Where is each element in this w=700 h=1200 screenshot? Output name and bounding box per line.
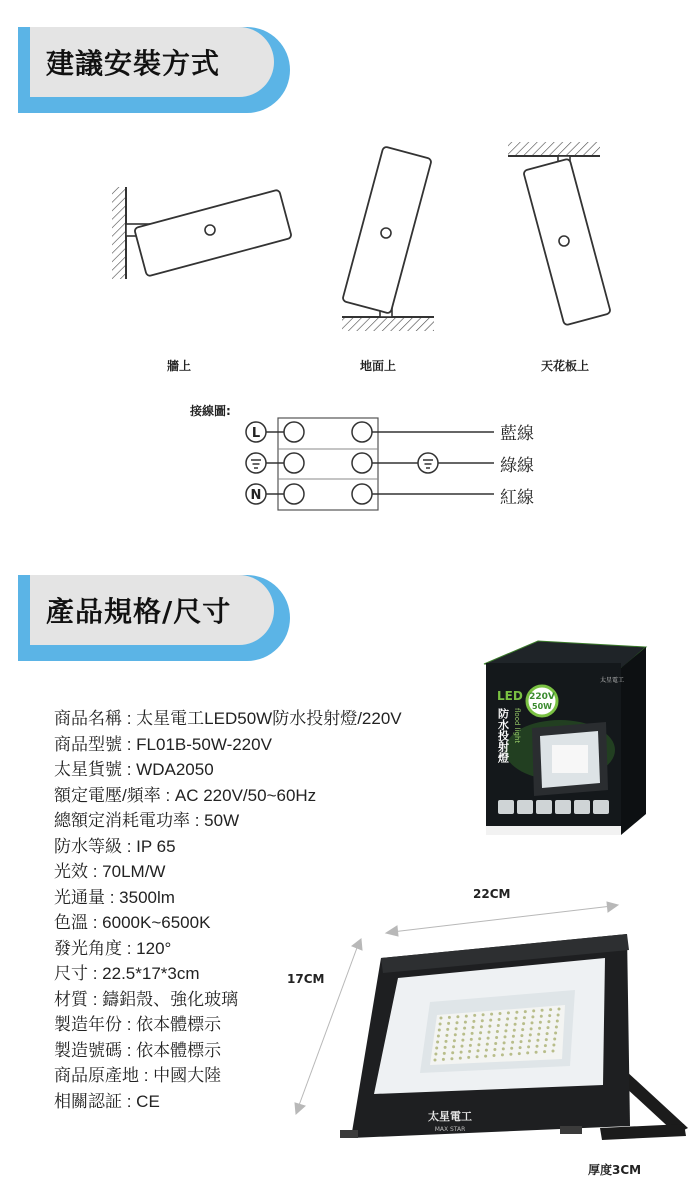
led-dot [545, 1038, 548, 1041]
led-dot [546, 1032, 549, 1035]
led-dot [524, 1010, 527, 1013]
led-dot [461, 1045, 464, 1048]
led-dot [530, 1027, 533, 1030]
led-dot [444, 1046, 447, 1049]
led-dot [520, 1034, 523, 1037]
led-dot [468, 1050, 471, 1053]
led-dot [507, 1011, 510, 1014]
led-dot [456, 1021, 459, 1024]
led-dot [445, 1040, 448, 1043]
led-dot [469, 1044, 472, 1047]
led-dot [486, 1043, 489, 1046]
led-dot [445, 1034, 448, 1037]
led-dot [470, 1038, 473, 1041]
led-dot [455, 1027, 458, 1030]
spec-line: 色溫 : 6000K~6500K [54, 913, 211, 932]
spec-line: 商品名稱 : 太星電工LED50W防水投射燈/220V [54, 709, 402, 728]
led-dot [543, 1050, 546, 1053]
height-arrow [295, 939, 362, 1114]
led-dot [549, 1008, 552, 1011]
led-dot [515, 1017, 518, 1020]
led-dot [460, 1051, 463, 1054]
label-ceiling: 天花板上 [541, 359, 590, 373]
led-dot [520, 1040, 523, 1043]
led-dot [438, 1029, 441, 1032]
led-dot [510, 1047, 513, 1050]
led-dot [435, 1047, 438, 1050]
led-dot [553, 1038, 556, 1041]
led-dot [451, 1051, 454, 1054]
led-dot [450, 1057, 453, 1060]
led-dot [556, 1020, 559, 1023]
led-dot [555, 1026, 558, 1029]
box-led: LED [497, 689, 523, 703]
led-dot [509, 1053, 512, 1056]
spec-line: 相關認証 : CE [54, 1091, 160, 1111]
led-dot [463, 1027, 466, 1030]
spec-line: 總額定消耗電功率 : 50W [54, 811, 240, 830]
led-dot [472, 1026, 475, 1029]
dimension-width: 22CM [473, 887, 511, 901]
box-subtitle: flood light [513, 708, 521, 744]
led-dot [481, 1019, 484, 1022]
led-dot [456, 1015, 459, 1018]
led-dot [504, 1035, 507, 1038]
led-dot [490, 1013, 493, 1016]
led-dot [512, 1035, 515, 1038]
led-dot [535, 1051, 538, 1054]
spec-line: 光通量 : 3500lm [54, 887, 175, 907]
led-dot [477, 1043, 480, 1046]
led-dot [436, 1041, 439, 1044]
led-dot [528, 1039, 531, 1042]
dimension-depth: 厚度3CM [588, 1163, 642, 1177]
led-dot [558, 1008, 561, 1011]
led-dot [536, 1039, 539, 1042]
led-dot [464, 1021, 467, 1024]
led-dot [471, 1032, 474, 1035]
led-dot [506, 1017, 509, 1020]
box-brand: 太星電工 [600, 677, 625, 684]
led-dot [539, 1021, 542, 1024]
product-brand-en: MAX STAR [434, 1126, 466, 1133]
led-dot [461, 1039, 464, 1042]
terminal-n-label: N [250, 488, 262, 503]
spec-line: 材質 : 鑄鋁殼、強化玻璃 [54, 989, 239, 1009]
led-dot [488, 1031, 491, 1034]
led-dot [476, 1055, 479, 1058]
led-dot [526, 1051, 529, 1054]
led-dot [453, 1039, 456, 1042]
led-dot [485, 1049, 488, 1052]
led-dot [532, 1009, 535, 1012]
spec-line: 商品型號 : FL01B-50W-220V [54, 734, 272, 754]
led-dot [515, 1011, 518, 1014]
led-dot [496, 1030, 499, 1033]
terminal-l-label: L [251, 426, 261, 441]
led-dot [488, 1025, 491, 1028]
section-title-install: 建議安裝方式 [46, 47, 221, 80]
led-dot [493, 1048, 496, 1051]
led-dot [504, 1029, 507, 1032]
wire-green-label: 綠線 [500, 456, 534, 476]
led-dot [437, 1035, 440, 1038]
section-title-spec: 產品規格/尺寸 [46, 595, 232, 628]
led-dot [480, 1025, 483, 1028]
led-dot [494, 1042, 497, 1045]
dimension-height: 17CM [287, 972, 325, 986]
led-dot [502, 1047, 505, 1050]
led-dot [547, 1026, 550, 1029]
led-dot [518, 1052, 521, 1055]
product-brand: 太星電工 [428, 1110, 472, 1123]
led-dot [452, 1045, 455, 1048]
led-dot [497, 1024, 500, 1027]
led-dot [531, 1021, 534, 1024]
led-dot [447, 1022, 450, 1025]
led-dot [434, 1053, 437, 1056]
led-dot [544, 1044, 547, 1047]
led-dot [465, 1015, 468, 1018]
led-dot [493, 1054, 496, 1057]
led-dot [523, 1016, 526, 1019]
spec-line: 商品原產地 : 中國大陸 [54, 1066, 222, 1085]
led-dot [519, 1046, 522, 1049]
spec-line: 製造號碼 : 依本體標示 [54, 1040, 222, 1060]
led-dot [479, 1031, 482, 1034]
spec-line: 尺寸 : 22.5*17*3cm [54, 964, 200, 983]
led-dot [554, 1032, 557, 1035]
led-dot [537, 1033, 540, 1036]
led-dot [477, 1049, 480, 1052]
led-dot [499, 1012, 502, 1015]
led-dot [442, 1058, 445, 1061]
width-arrow [386, 902, 618, 936]
led-dot [548, 1014, 551, 1017]
led-dot [503, 1041, 506, 1044]
led-dot [446, 1028, 449, 1031]
spec-line: 防水等級 : IP 65 [54, 836, 176, 856]
led-dot [552, 1044, 555, 1047]
spec-line: 製造年份 : 依本體標示 [54, 1015, 222, 1034]
led-dot [484, 1055, 487, 1058]
led-dot [541, 1009, 544, 1012]
led-dot [536, 1045, 539, 1048]
led-dot [467, 1056, 470, 1059]
led-dot [552, 1050, 555, 1053]
led-dot [454, 1033, 457, 1036]
led-dot [489, 1019, 492, 1022]
led-dot [527, 1045, 530, 1048]
led-dot [521, 1028, 524, 1031]
led-dot [443, 1052, 446, 1055]
box-product-name: 防水投射燈 [496, 708, 510, 763]
led-dot [478, 1037, 481, 1040]
led-dot [547, 1020, 550, 1023]
led-dot [513, 1029, 516, 1032]
led-dot [495, 1036, 498, 1039]
wiring-title: 接線圖: [190, 404, 231, 418]
spec-line: 光效 : 70LM/W [54, 862, 166, 881]
led-dot [434, 1059, 437, 1062]
led-dot [522, 1022, 525, 1025]
led-dot [487, 1037, 490, 1040]
led-dot [473, 1014, 476, 1017]
led-dot [439, 1023, 442, 1026]
led-dot [501, 1053, 504, 1056]
led-dot [459, 1057, 462, 1060]
led-dot [511, 1041, 514, 1044]
label-wall: 牆上 [167, 359, 192, 373]
box-voltage: 220V [529, 692, 555, 702]
spec-line: 太星貨號 : WDA2050 [54, 760, 214, 779]
led-dot [498, 1018, 501, 1021]
led-dot [505, 1023, 508, 1026]
spec-line: 發光角度 : 120° [54, 938, 172, 958]
led-dot [538, 1027, 541, 1030]
wire-red-label: 紅線 [500, 488, 534, 508]
led-dot [557, 1014, 560, 1017]
box-watt: 50W [532, 702, 552, 711]
led-dot [531, 1015, 534, 1018]
led-dot [529, 1033, 532, 1036]
spec-line: 額定電壓/頻率 : AC 220V/50~60Hz [54, 785, 317, 805]
led-dot [482, 1013, 485, 1016]
led-dot [472, 1020, 475, 1023]
led-dot [540, 1015, 543, 1018]
label-floor: 地面上 [360, 359, 397, 373]
led-dot [448, 1016, 451, 1019]
led-dot [462, 1033, 465, 1036]
led-dot [440, 1017, 443, 1020]
wire-blue-label: 藍線 [500, 424, 534, 444]
led-dot [514, 1023, 517, 1026]
